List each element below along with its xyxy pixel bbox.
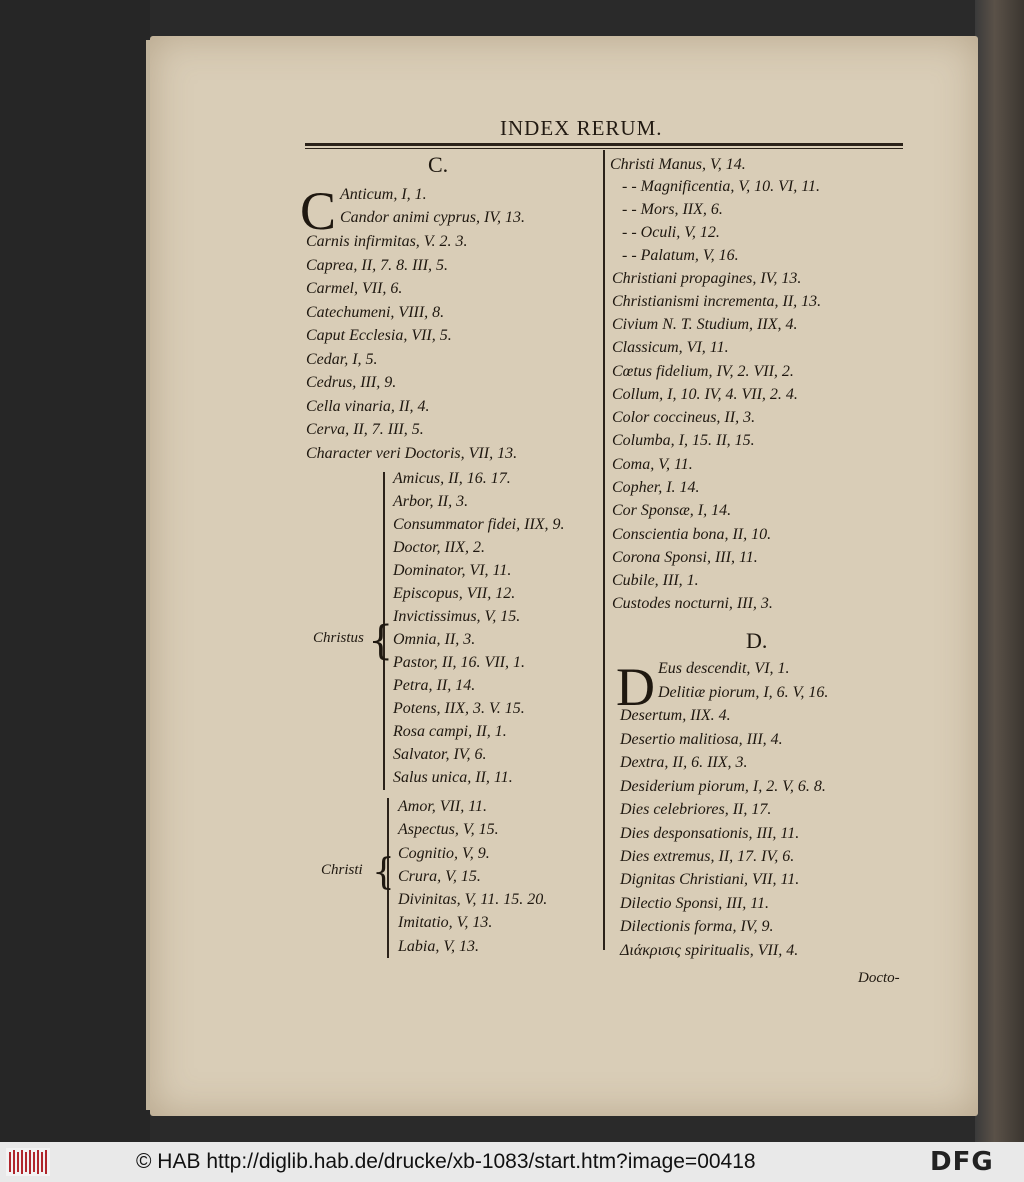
index-entry: Imitatio, V, 13.: [398, 914, 493, 931]
index-entry: Christianismi incrementa, II, 13.: [612, 293, 822, 310]
index-entry: Columba, I, 15. II, 15.: [612, 432, 755, 449]
index-entry: Copher, I. 14.: [612, 479, 700, 496]
index-entry: Dilectio Sponsi, III, 11.: [620, 895, 770, 912]
index-entry: Cor Sponsæ, I, 14.: [612, 502, 732, 519]
index-entry: Anticum, I, 1.: [340, 186, 427, 203]
index-entry: Amor, VII, 11.: [398, 798, 488, 815]
index-entry: - - Mors, IIX, 6.: [622, 201, 723, 218]
copyright-link[interactable]: © HAB http://diglib.hab.de/drucke/xb-1083/start.htm?image=00418: [136, 1150, 756, 1173]
group-label-christus: Christus: [313, 630, 364, 646]
dropcap-c: C: [300, 181, 337, 241]
index-entry: Dilectionis forma, IV, 9.: [620, 918, 774, 935]
column-separator: [603, 150, 605, 950]
index-entry: Cerva, II, 7. III, 5.: [306, 421, 424, 438]
dfg-logo: DFG: [930, 1147, 994, 1177]
hab-logo-icon: [6, 1148, 50, 1176]
index-entry: Carmel, VII, 6.: [306, 280, 403, 297]
index-entry: Corona Sponsi, III, 11.: [612, 549, 758, 566]
index-entry: Conscientia bona, II, 10.: [612, 526, 772, 543]
index-entry: Carnis infirmitas, V. 2. 3.: [306, 233, 468, 250]
index-entry: Salus unica, II, 11.: [393, 769, 513, 786]
index-entry: Desertum, IIX. 4.: [620, 707, 731, 724]
index-entry: Classicum, VI, 11.: [612, 339, 729, 356]
index-entry: Cœtus fidelium, IV, 2. VII, 2.: [612, 363, 794, 380]
header-rule: [305, 143, 903, 146]
book-page: [150, 36, 978, 1116]
index-entry: Cedar, I, 5.: [306, 351, 378, 368]
index-entry: Civium N. T. Studium, IIX, 4.: [612, 316, 798, 333]
index-entry: Caput Ecclesia, VII, 5.: [306, 327, 452, 344]
scan-background-left: [0, 0, 150, 1142]
section-letter-c: C.: [428, 152, 449, 177]
index-entry: Collum, I, 10. IV, 4. VII, 2. 4.: [612, 386, 798, 403]
index-entry: Divinitas, V, 11. 15. 20.: [398, 891, 548, 908]
index-entry: Pastor, II, 16. VII, 1.: [393, 654, 525, 671]
index-entry: Dextra, II, 6. IIX, 3.: [620, 754, 748, 771]
index-entry: Crura, V, 15.: [398, 868, 481, 885]
index-entry: Color coccineus, II, 3.: [612, 409, 756, 426]
index-entry: Consummator fidei, IIX, 9.: [393, 516, 565, 533]
index-entry: Invictissimus, V, 15.: [393, 608, 521, 625]
index-entry: Petra, II, 14.: [393, 677, 476, 694]
brace-christus: {: [368, 618, 394, 664]
section-letter-d: D.: [746, 628, 768, 653]
group-label-christi: Christi: [321, 862, 363, 878]
index-entry: Doctor, IIX, 2.: [393, 539, 485, 556]
index-entry: Christi Manus, V, 14.: [610, 156, 746, 173]
index-entry: Dominator, VI, 11.: [393, 562, 512, 579]
index-entry: Rosa campi, II, 1.: [393, 723, 507, 740]
index-entry: Christiani propagines, IV, 13.: [612, 270, 802, 287]
index-entry: Dies celebriores, II, 17.: [620, 801, 772, 818]
index-entry: - - Oculi, V, 12.: [622, 224, 720, 241]
index-entry: Dignitas Christiani, VII, 11.: [620, 871, 800, 888]
index-entry: Catechumeni, VIII, 8.: [306, 304, 445, 321]
page-header: INDEX RERUM.: [500, 116, 663, 140]
viewer-footer: [0, 1142, 1024, 1182]
index-entry: Dies desponsationis, III, 11.: [620, 825, 800, 842]
index-entry: - - Magnificentia, V, 10. VI, 11.: [622, 178, 821, 195]
index-entry: Potens, IIX, 3. V. 15.: [393, 700, 525, 717]
index-entry: Caprea, II, 7. 8. III, 5.: [306, 257, 449, 274]
index-entry: Cubile, III, 1.: [612, 572, 699, 589]
index-entry: Arbor, II, 3.: [393, 493, 469, 510]
index-entry: Episcopus, VII, 12.: [393, 585, 516, 602]
dropcap-d: D: [616, 657, 655, 717]
index-entry: Delitiæ piorum, I, 6. V, 16.: [658, 684, 829, 701]
scan-background-right: [975, 0, 1024, 1142]
index-entry: Cella vinaria, II, 4.: [306, 398, 430, 415]
index-entry: Cedrus, III, 9.: [306, 374, 397, 391]
brace-christi: {: [372, 852, 395, 893]
header-rule-thin: [305, 148, 903, 149]
index-entry: - - Palatum, V, 16.: [622, 247, 739, 264]
index-entry: Labia, V, 13.: [398, 938, 480, 955]
index-entry: Character veri Doctoris, VII, 13.: [306, 445, 518, 462]
index-entry: Coma, V, 11.: [612, 456, 693, 473]
index-entry: Eus descendit, VI, 1.: [658, 660, 790, 677]
index-entry: Aspectus, V, 15.: [398, 821, 499, 838]
index-entry: Amicus, II, 16. 17.: [393, 470, 511, 487]
index-entry: Dies extremus, II, 17. IV, 6.: [620, 848, 795, 865]
index-entry: Desertio malitiosa, III, 4.: [620, 731, 783, 748]
index-entry: Omnia, II, 3.: [393, 631, 476, 648]
index-entry: Salvator, IV, 6.: [393, 746, 487, 763]
index-entry: Διάκρισις spiritualis, VII, 4.: [620, 942, 799, 959]
index-entry: Desiderium piorum, I, 2. V, 6. 8.: [620, 778, 826, 795]
index-entry: Candor animi cyprus, IV, 13.: [340, 209, 526, 226]
index-entry: Cognitio, V, 9.: [398, 845, 490, 862]
catchword: Docto-: [858, 970, 900, 986]
index-entry: Custodes nocturni, III, 3.: [612, 595, 773, 612]
